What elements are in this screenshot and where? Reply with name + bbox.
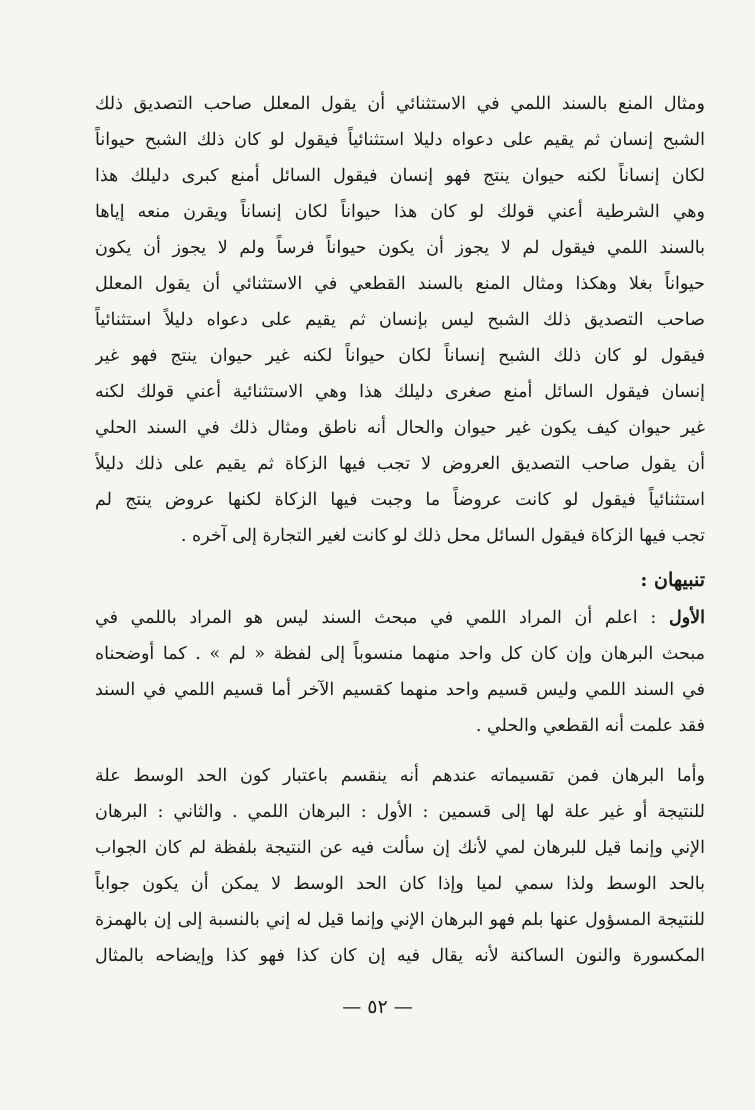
text-line: للنتيجة أو غير علة لها إلى قسمين : الأول : البرهان اللمي . والثاني : البرهان xyxy=(95,802,705,822)
text-line: فيقول لو كان ذلك الشبح إنساناً لكان حيواناً لكنه غير حيوان ينتج فهو غير xyxy=(95,346,705,366)
paragraph-1 xyxy=(95,86,705,554)
paragraph-3 xyxy=(95,758,705,974)
paragraph-gap xyxy=(95,744,705,758)
text-line: أن يقول صاحب التصديق العروض لا تجب فيها الزكاة ثم يقيم على ذلك دليلاً xyxy=(95,454,705,474)
page-number: — ٥٢ — xyxy=(342,996,413,1018)
text-line-rest: : اعلم أن المراد اللمي في مبحث السند ليس هو المراد باللمي في xyxy=(95,608,657,628)
text-line: صاحب التصديق ذلك الشبح ليس بإنسان ثم يقيم على دعواه دليلاً استثنائياً xyxy=(95,310,705,330)
text-line: الإني وإنما قيل للبرهان لمي لأنك إن سألت فيه عن النتيجة بلفظة لم كان الجواب xyxy=(95,838,705,858)
text-line: حيواناً بغلا وهكذا ومثال المنع بالسند القطعي في الاستثنائي أن يقول المعلل xyxy=(95,274,705,294)
first-label: الأول xyxy=(668,608,705,628)
text-line: وهي الشرطية أعني قولك لو كان هذا حيواناً لكان إنساناً ويقرن منعه إياها xyxy=(95,202,705,222)
text-line: إنسان فيقول السائل أمنع صغرى دليلك هذا وهي الاستثنائية أعني قولك لكنه xyxy=(95,382,705,402)
text-line-first xyxy=(95,600,705,636)
section-heading: تنبيهان : xyxy=(640,569,705,591)
text-line: تجب فيها الزكاة فيقول السائل محل ذلك لو كانت لغير التجارة إلى آخره . xyxy=(180,526,705,546)
text-line: بالسند اللمي فيقول لم لا يجوز أن يكون حيواناً فرساً ولم لا يجوز أن يكون xyxy=(95,238,705,258)
text-line: فقد علمت أنه القطعي والحلي . xyxy=(475,716,705,736)
text-line: مبحث البرهان وإن كان كل واحد منهما منسوباً إلى لفظة « لم » . كما أوضحناه xyxy=(95,644,705,664)
text-line: استثنائياً فيقول لو كانت عروضاً ما وجبت فيها الزكاة لكنها عروض ينتج لم xyxy=(95,490,705,510)
text-line: في السند اللمي وليس قسيم واحد منهما كقسيم الآخر أما قسيم اللمي في السند xyxy=(95,680,705,700)
text-line: بالحد الوسط ولذا سمي لميا وإذا كان الحد الوسط لا يمكن أن يكون جواباً xyxy=(95,874,705,894)
text-line: غير حيوان كيف يكون غير حيوان والحال أنه ناطق ومثال ذلك في السند الحلي xyxy=(95,418,705,438)
text-line: ومثال المنع بالسند اللمي في الاستثنائي أن يقول المعلل صاحب التصديق ذلك xyxy=(95,94,705,114)
paragraph-2 xyxy=(95,600,705,744)
page-text xyxy=(95,86,705,974)
text-line: وأما البرهان فمن تقسيماته عندهم أنه ينقسم باعتبار كون الحد الوسط علة xyxy=(95,766,705,786)
text-line: لكان إنساناً لكنه حيوان ينتج فهو إنسان فيقول السائل أمنع كبرى دليلك هذا xyxy=(95,166,705,186)
text-line: للنتيجة المسؤول عنها بلم فهو البرهان الإني وإنما قيل له إني بالنسبة إلى إن بالهمزة xyxy=(95,910,705,930)
text-line: المكسورة والنون الساكنة لأنه يقال فيه إن كان كذا فهو كذا وإيضاحه بالمثال xyxy=(95,946,705,966)
text-line: الشبح إنسان ثم يقيم على دعواه دليلا استثنائياً فيقول لو كان ذلك الشبح حيواناً xyxy=(95,130,705,150)
